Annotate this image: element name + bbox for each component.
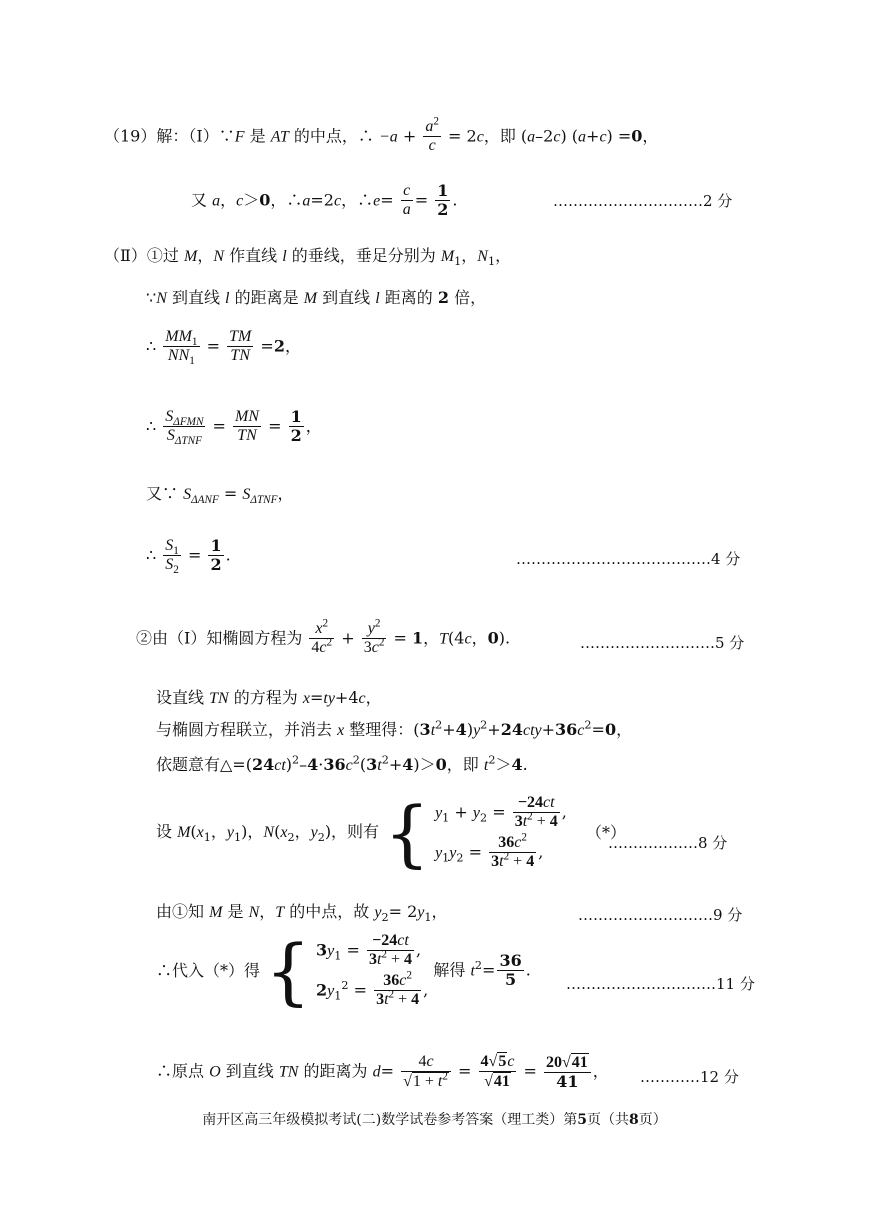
line-part2-perpendicular: （Ⅱ）①过 M，N 作直线 l 的垂线，垂足分别为 $M_1$，$N_1$， [104,246,512,269]
line-part1-midpoint: （19）解：（Ⅰ）∵F 是 AT 的中点，∴ −a + $\frac{a^2}{c}$ = 2c，即 (a–2c) (a+c) =0， [104,115,659,155]
line-distance-d: ∴原点 O 到直线 TN 的距离为 d= $\frac{4c}{√1 + t^2}$ = $\frac{4√5c}{√41}$ = $\frac{20√41}{41}$ ， [156,1052,609,1091]
line-equal-areas: 又∵ $S_{\Delta ANF} = S_{\Delta TNF}$， [146,484,294,507]
page-footer: 南开区高三年级模拟考试(二)数学试卷参考答案（理工类）第5页（共8页） [202,1112,667,1128]
line-vieta: 设 $M(x_1$，$y_1$)，$N(x_2$，$y_2$)，则有 { $y_1 + y_2$ = $\frac{-24ct}{3t^2 + 4}$ , $y_1y_2$ = $\frac{36c^2}{3t^2 + 4}$ , （*） [156,790,626,875]
part1-label: （Ⅰ） [188,126,219,146]
line-s1-s2: ∴ $\frac{S_1}{S_2}$ = $\frac{1}{2}$ . [146,536,231,577]
fraction-a2-over-c: $\frac{a^2}{c}$ [425,115,439,155]
line-substitute: ∴代入（*）得 { $3y_1$ = $\frac{-24ct}{3t^2 + 4}$ , $2y_1^2$ = $\frac{36c^2}{3t^2 + 4}$ , 解得 $t^2=$ $\frac{36}{5}$ . [156,928,531,1013]
line-area-ratio: ∴ $\frac{S_{\Delta FMN}}{S_{\Delta TNF}}$ = $\frac{MN}{TN}$ = $\frac{1}{2}$ ， [146,407,322,448]
line-combine: 与椭圆方程联立，并消去 x 整理得：$(3t^2+4)y^2+24cty+36c^2=0$， [156,718,633,739]
score-8: ………………8 分 [608,834,728,852]
problem-number: （19） [104,126,157,146]
line-eccentricity: 又 a，c＞0，∴a=2c，∴e= $\frac{c}{a}$ = $\frac{1}{2}$ . [191,181,458,220]
solution-label: 解： [156,126,189,146]
score-2: …………………………2 分 [553,192,733,210]
score-4: …………………………………4 分 [516,550,741,568]
score-5: ………………………5 分 [580,634,745,652]
score-12: …………12 分 [640,1068,739,1086]
part2-label: （Ⅱ） [104,246,147,265]
score-11: …………………………11 分 [566,975,755,993]
line-midpoint-n-t: 由①知 M 是 N，T 的中点，故 $y_2= 2y_1$， [156,902,448,925]
line-ellipse-equation: ②由（Ⅰ）知椭圆方程为 $\frac{x^2}{4c^2}$ + $\frac{y^2}{3c^2}$ = 1，T(4c，0). [136,617,511,657]
score-9: ………………………9 分 [578,906,743,924]
line-discriminant: 依题意有$\triangle=(24ct)^2-4\cdot 36c^2(3t^2+4)>0$，即 $t^2>4$. [156,753,528,774]
line-ratio-mm1: ∴ $\frac{MM_1}{NN_1}$ = $\frac{TM}{TN}$ =2， [146,328,301,368]
line-distance-ratio: ∵N 到直线 l 的距离是 M 到直线 l 距离的 2 倍， [146,288,487,307]
line-set-tn: 设直线 TN 的方程为 x=ty+4c， [156,688,382,707]
